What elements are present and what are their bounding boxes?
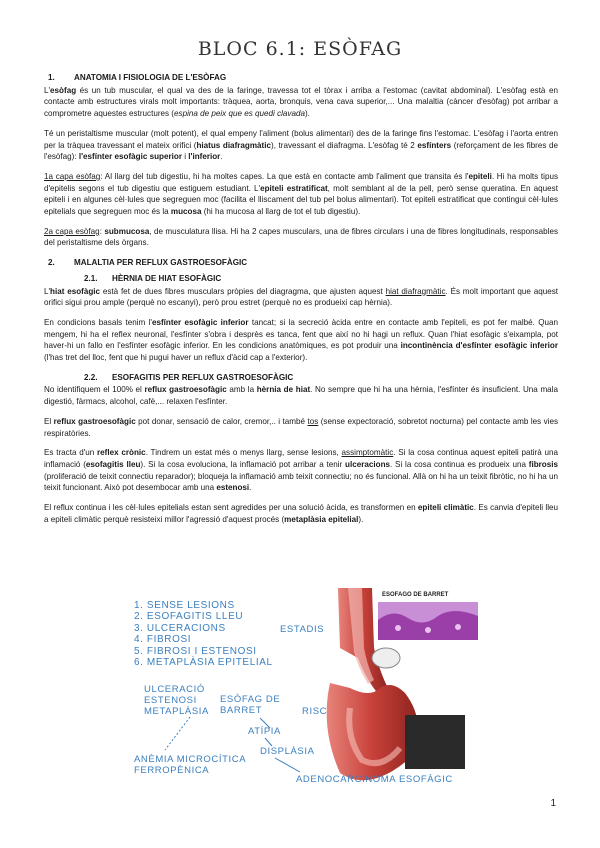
stage-item: 2. ESOFAGITIS LLEU bbox=[134, 611, 244, 623]
paragraph-3: 1a capa esòfag: Al llarg del tub digestiu, hi ha moltes capes. La que està en contacte amb l'aliment que transita és l'epiteli. Hi ha molts tipus d'epitelis segons el tub digestiu que estiguem estudiant. L'epiteli estratificat, molt semblant al de la pell, però sense queratina. En aquest epiteli i en algunes cèl·lules que segreguen moc (facilita el lliscament del tub pel bolus alimentari). Tot epiteli estratificat que contingui cèl·lules epitelials que segreguen moc és la mucosa (hi ha mucosa al llarg de tot el tub digestiu). bbox=[44, 171, 559, 217]
page-number: 1 bbox=[550, 798, 556, 809]
label-atipia: ATÍPIA bbox=[248, 726, 281, 737]
stage-item: 5. FIBROSI I ESTENOSI bbox=[134, 645, 257, 657]
subsection-heading-2-1: 2.1. HÈRNIA DE HIAT ESOFÀGIC bbox=[84, 273, 222, 283]
paragraph-1: L'esòfag és un tub muscular, el qual va des de la faringe, travessa tot el tòrax i arriba a l'estomac (cavitat abdominal). L'esòfag està en contacte amb estructures virals molt importants: tràquea, aorta, bronquis, vena cava superior,... Una malaltia (càncer d'esòfag) pot arribar a comprometre aquestes estructures (espina de peix que es quedi clavada). bbox=[44, 85, 558, 119]
stage-item: 6. METAPLÀSIA EPITELIAL bbox=[134, 657, 273, 669]
paragraph-2: Té un peristaltisme muscular (molt potent), el qual empeny l'aliment (bolus alimentari) des de la faringe fins l'estomac. L'esòfag i l'aorta entren per la tràquea travessant el mateix orifici (hiatus diafragmàtic), travessant el diafragma. L'esòfag té 2 esfínters (reforçament de les fibres de l'esòfag): l'esfínter esofàgic superior i l'inferior. bbox=[44, 128, 558, 162]
paragraph-7: No identifiquem el 100% el reflux gastroesofàgic amb la hèrnia de hiat. No sempre que hi ha una hèrnia, l'esfínter és insuficient. Una mala digestió, fàrmacs, alcohol, cafè,... relaxen l'esfínter. bbox=[44, 385, 558, 407]
label-anemia: ANÈMIA MICROCÍTICA FERROPÈNICA bbox=[134, 754, 247, 776]
stage-item: 4. FIBROSI bbox=[134, 634, 192, 646]
paragraph-8: El reflux gastroesofàgic pot donar, sensació de calor, cremor,.. i també tos (sense expectoració, sobretot nocturna) pel contacte amb les vies respiratòries. bbox=[44, 416, 558, 438]
inset-title: ESOFAGO DE BARRET bbox=[382, 592, 449, 598]
document-body bbox=[44, 72, 558, 534]
paragraph-6: En condicions basals tenim l'esfínter esofàgic inferior tancat; si la secreció àcida entre en contacte amb l'epiteli, es pot fer malbé. Quan mengem, hi ha el reflex neuronal, l'esfínter s'obra i desprès es tanca, fent que així no hi hagi un reflux. Quan l'hiat esofàgic s'eixampla, pot haver-hi un fallo en l'esfínter esofàgic inferior. En les condicions anatòmiques, es pot produir una incontinència d'esfínter esofàgic inferior (l'has tret del lloc, fent que hi pugui haver un reflux d'àcid cap a l'exterior). bbox=[44, 317, 559, 363]
label-risc: RISC bbox=[302, 706, 328, 717]
paragraph-10: El reflux continua i les cèl·lules epitelials estan sent agredides per una solució àcida, es transformen en epiteli climàtic. Es canvia d'epiteli lleu a epiteli climàtic perquè resisteixi millor l'agressió d'aquest procés (metaplàsia epitelial). bbox=[44, 503, 559, 524]
speaker-photo bbox=[405, 715, 465, 769]
label-displasia: DISPLÀSIA bbox=[260, 746, 315, 757]
paragraph-9: Es tracta d'un reflex crònic. Tindrem un estat més o menys llarg, sense lesions, assimptomàtic. Si la cosa continua aquest epiteli patirà una inflamació (esofagitis lleu). Si la cosa evoluciona, la inflamació pot arribar a tenir ulceracions. Si la cosa continua es produeix una fibrosis (proliferació de teixit connectiu reparador); bloqueja la inflamació amb teixit connectiu; no és funcional. Allà on hi ha un teixit fibròtic, no hi ha un teixit funcionant. Això pot desembocar amb una estenosi. bbox=[44, 448, 559, 493]
label-estadis: ESTADIS bbox=[280, 624, 325, 635]
label-adenocarcinoma: ADENOCARCINOMA ESOFÀGIC bbox=[296, 774, 453, 785]
section-heading-1: 1. ANATOMIA I FISIOLOGIA DE L'ESÒFAG bbox=[48, 73, 227, 82]
page-title: BLOC 6.1: ESÒFAG bbox=[197, 38, 403, 60]
paragraph-4: 2a capa esòfag: submucosa, de musculatura llisa. Hi ha 2 capes musculars, una de fibres circulars i una de fibres longitudinals, responsables del peristaltisme dels òrgans. bbox=[44, 226, 559, 248]
stage-item: 1. SENSE LESIONS bbox=[134, 600, 235, 611]
reflux-stages-figure bbox=[120, 582, 480, 797]
subsection-heading-2-2: 2.2. ESOFAGITIS PER REFLUX GASTROESOFÀGIC bbox=[84, 372, 294, 382]
paragraph-5: L'hiat esofàgic està fet de dues fibres musculars pròpies del diagragma, que ajusten aquest hiat diafragmàtic. És molt important que aquest orifici sigui prou ample (perquè no escanyi), però prou estret (perquè no es produeixi cap hèrnia). bbox=[44, 286, 559, 308]
label-barrett: ESÒFAG DE BARRET bbox=[220, 694, 281, 716]
section-heading-2: 2. MALALTIA PER REFLUX GASTROESOFÀGIC bbox=[48, 258, 248, 268]
label-ulceration-group: ULCERACIÓ ESTENOSI METAPLÀSIA bbox=[144, 684, 209, 717]
stage-item: 3. ULCERACIONS bbox=[134, 622, 226, 634]
